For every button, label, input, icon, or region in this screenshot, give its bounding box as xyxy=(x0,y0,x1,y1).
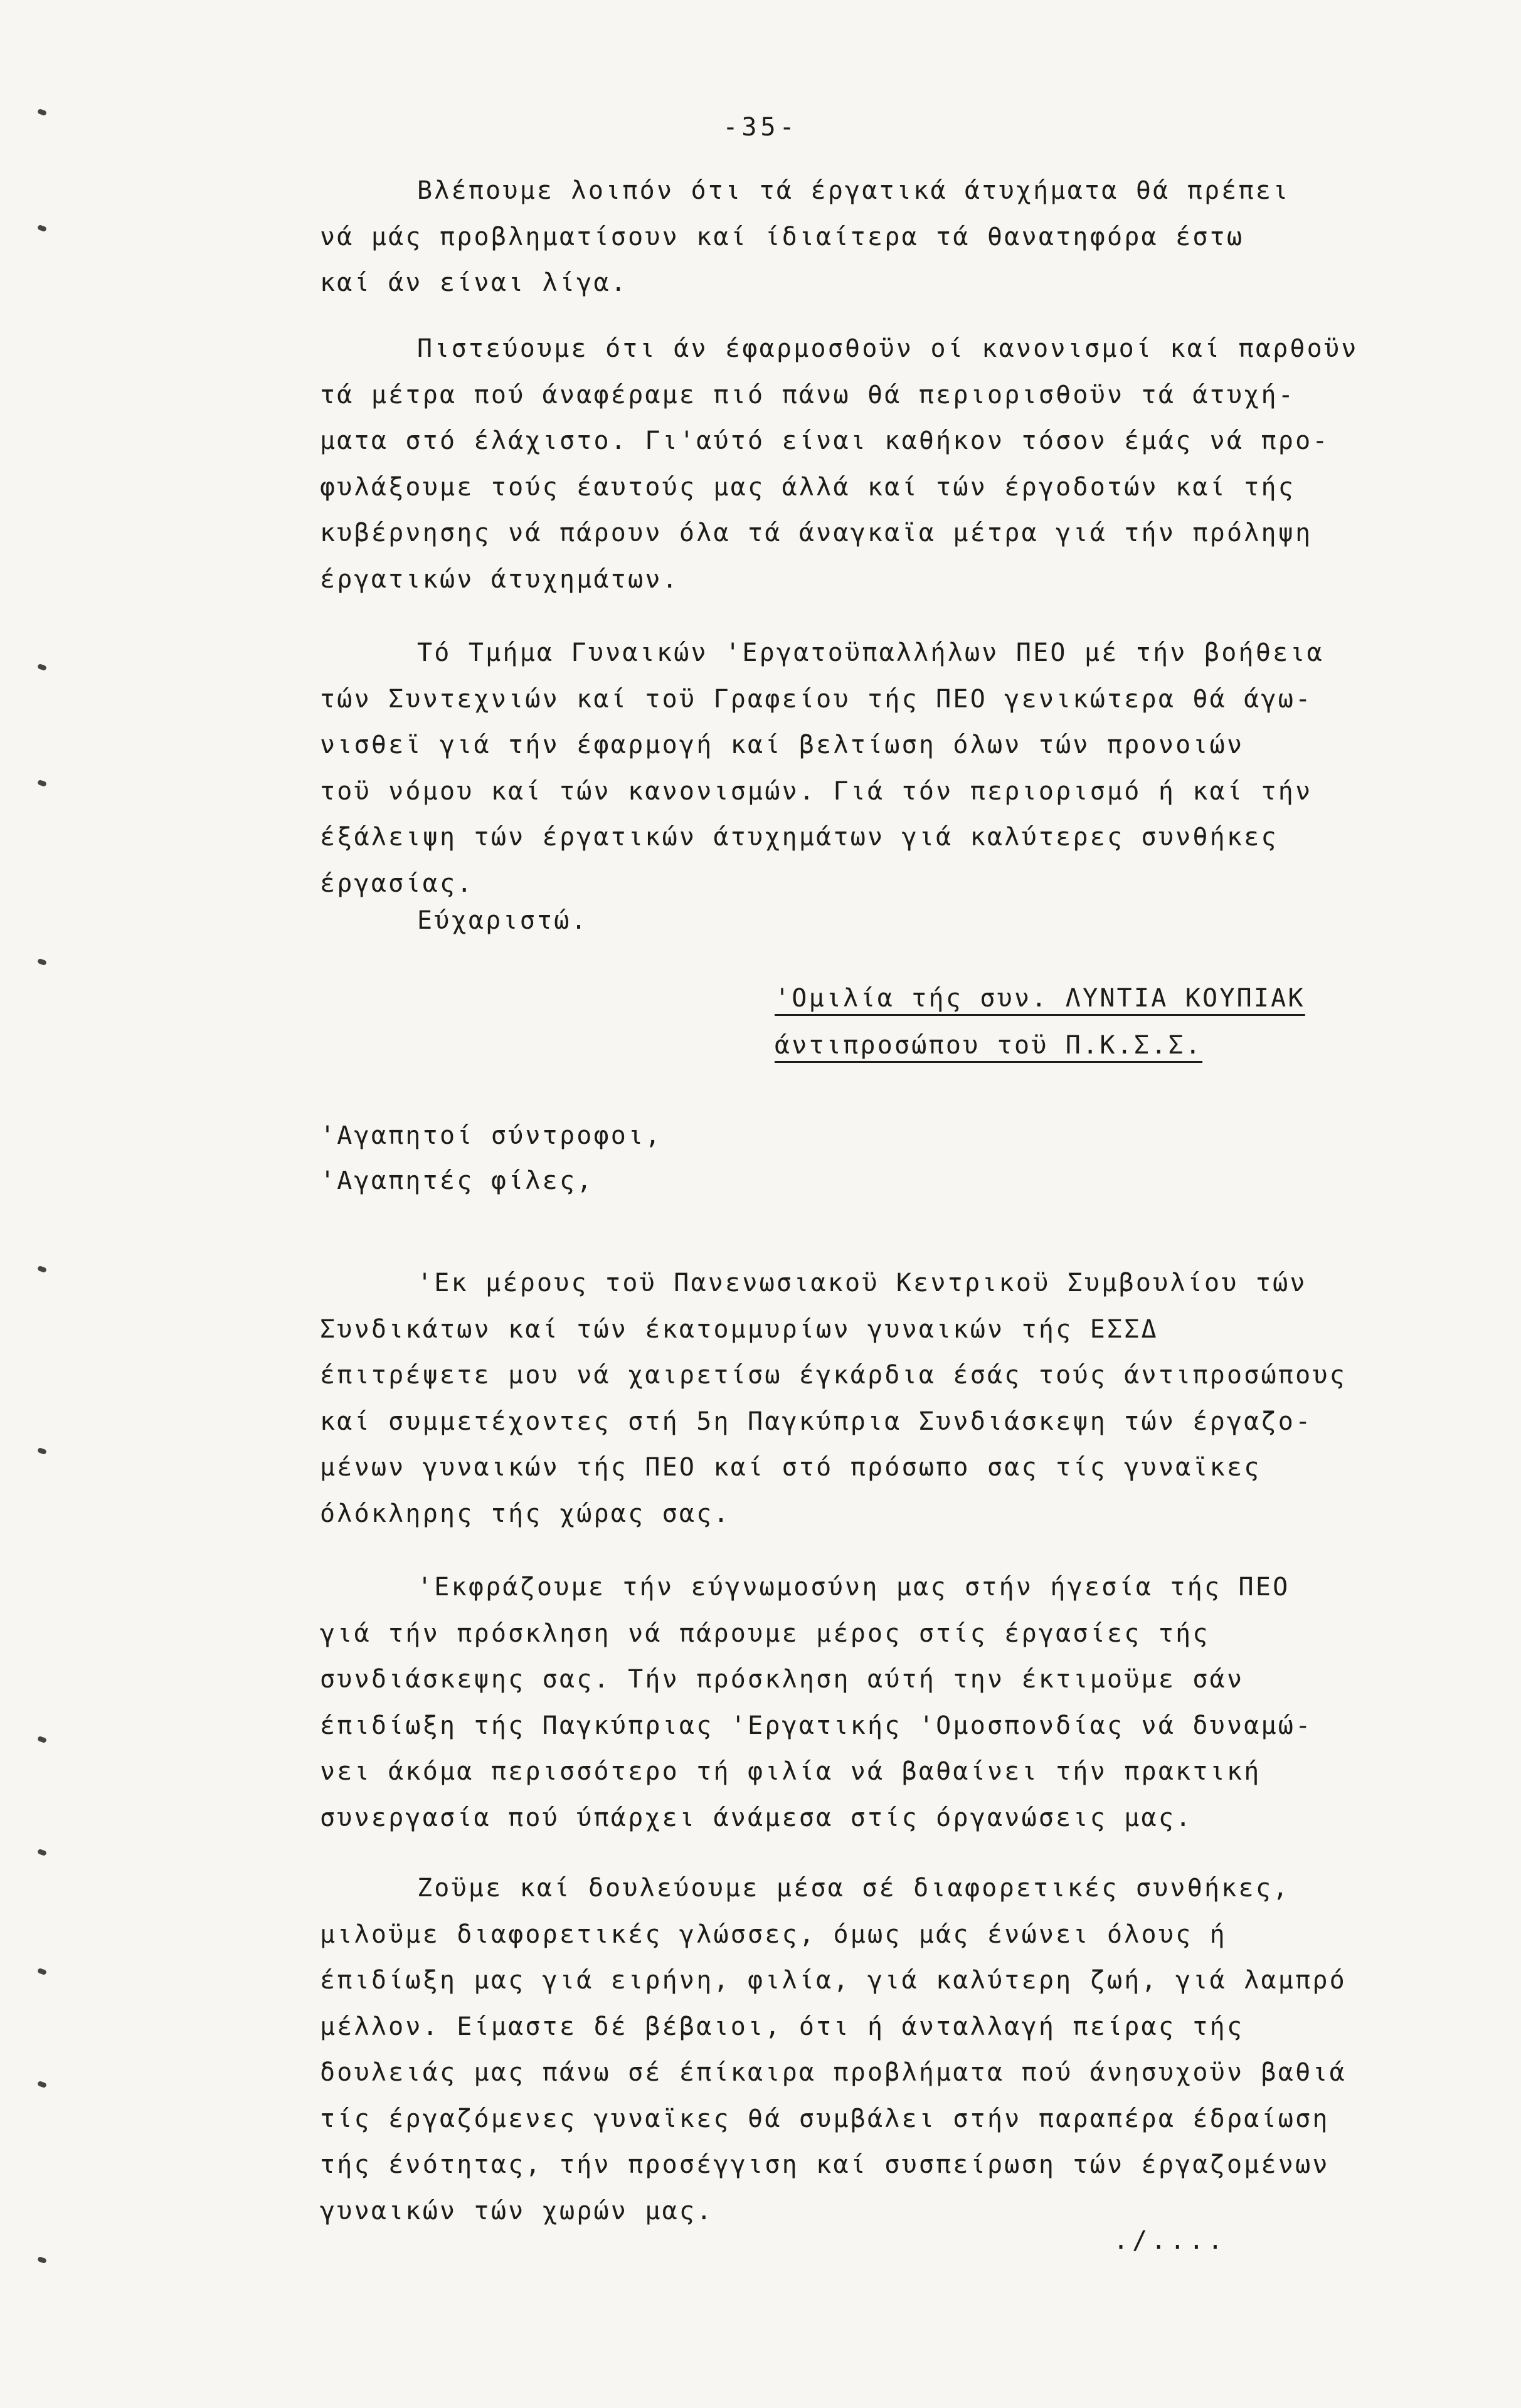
text-line: τίς έργαζόμενες γυναϊκες θά συμβάλει στήν παραπέρα έδραίωση xyxy=(320,2104,1330,2133)
margin-mark xyxy=(37,779,47,787)
speech-heading-line: άντιπροσώπου τοϋ Π.Κ.Σ.Σ. xyxy=(775,1031,1203,1060)
text-line: ματα στό έλάχιστο. Γι'αύτό είναι καθήκον τόσον έμάς νά προ- xyxy=(320,426,1330,455)
text-line: δουλειάς μας πάνω σέ έπίκαιρα προβλήματα πού άνησυχοϋν βαθιά xyxy=(320,2058,1347,2087)
text-line: 'Εκφράζουμε τήν εύγνωμοσύνη μας στήν ήγεσία τής ΠΕΟ xyxy=(417,1573,1290,1602)
text-line: έπιδίωξη μας γιά ειρήνη, φιλία, γιά καλύτερη ζωή, γιά λαμπρό xyxy=(320,1966,1347,1995)
text-line: μένων γυναικών τής ΠΕΟ καί στό πρόσωπο σας τίς γυναϊκες xyxy=(320,1453,1261,1482)
continuation-mark: ./.... xyxy=(1113,2226,1227,2255)
margin-mark xyxy=(37,1849,47,1856)
speech-heading-line: 'Ομιλία τής συν. ΛΥΝΤΙΑ ΚΟΥΠΙΑΚ xyxy=(775,984,1305,1013)
text-line: γιά τήν πρόσκληση νά πάρουμε μέρος στίς έργασίες τής xyxy=(320,1619,1210,1648)
greeting xyxy=(320,1113,662,1203)
text-line: Συνδικάτων καί τών έκατομμυρίων γυναικών τής ΕΣΣΔ xyxy=(320,1314,1158,1344)
margin-mark xyxy=(37,958,47,966)
text-line: Πιστεύουμε ότι άν έφαρμοσθοϋν οί κανονισμοί καί παρθοϋν xyxy=(417,334,1359,363)
greeting-line: 'Αγαπητές φίλες, xyxy=(320,1166,594,1195)
text-line: μιλοϋμε διαφορετικές γλώσσες, όμως μάς ένώνει όλους ή xyxy=(320,1920,1227,1949)
margin-mark xyxy=(37,1968,47,1975)
text-line: κυβέρνησης νά πάρουν όλα τά άναγκαϊα μέτρα γιά τήν πρόληψη xyxy=(320,519,1313,547)
paragraph xyxy=(320,1565,1468,1841)
text-line: καί άν είναι λίγα. xyxy=(320,268,628,297)
text-line: έργατικών άτυχημάτων. xyxy=(320,564,679,594)
paragraph xyxy=(320,1260,1468,1537)
text-line: νισθεϊ γιά τήν έφαρμογή καί βελτίωση όλων τών προνοιών xyxy=(320,731,1244,759)
text-line: τών Συντεχνιών καί τοϋ Γραφείου τής ΠΕΟ γενικώτερα θά άγω- xyxy=(320,684,1313,714)
text-line: φυλάξουμε τούς έαυτούς μας άλλά καί τών έργοδοτών καί τής xyxy=(320,472,1296,502)
text-line: έξάλειψη τών έργατικών άτυχημάτων γιά καλύτερες συνθήκες xyxy=(320,823,1278,852)
margin-mark xyxy=(37,224,47,232)
text-line: Βλέπουμε λοιπόν ότι τά έργατικά άτυχήματα θά πρέπει xyxy=(417,176,1290,205)
paragraph xyxy=(320,326,1468,603)
speech-heading xyxy=(775,975,1305,1069)
margin-mark xyxy=(37,663,47,671)
text-line: έργασίας. xyxy=(320,869,474,898)
paragraph xyxy=(320,1866,1468,2234)
text-line: συνδιάσκεψης σας. Τήν πρόσκληση αύτή την έκτιμοϋμε σάν xyxy=(320,1665,1244,1694)
text-line: γυναικών τών χωρών μας. xyxy=(320,2196,714,2226)
text-line: τοϋ νόμου καί τών κανονισμών. Γιά τόν περιορισμό ή καί τήν xyxy=(320,776,1313,806)
text-line: έπιδίωξη τής Παγκύπριας 'Εργατικής 'Ομοσπονδίας νά δυναμώ- xyxy=(320,1711,1313,1740)
text-line: νά μάς προβληματίσουν καί ίδιαίτερα τά θανατηφόρα έστω xyxy=(320,222,1244,251)
margin-mark xyxy=(37,1447,47,1455)
text-line: όλόκληρης τής χώρας σας. xyxy=(320,1499,731,1528)
text-line: συνεργασία πού ύπάρχει άνάμεσα στίς όργανώσεις μας. xyxy=(320,1803,1193,1832)
greeting-line: 'Αγαπητοί σύντροφοι, xyxy=(320,1121,662,1150)
text-line: καί συμμετέχοντες στή 5η Παγκύπρια Συνδιάσκεψη τών έργαζο- xyxy=(320,1407,1313,1436)
margin-mark xyxy=(37,2256,47,2264)
text-line: 'Εκ μέρους τοϋ Πανενωσιακοϋ Κεντρικοϋ Συμβουλίου τών xyxy=(417,1269,1307,1297)
text-line: έπιτρέψετε μου νά χαιρετίσω έγκάρδια έσάς τούς άντιπροσώπους xyxy=(320,1361,1347,1390)
closing-thanks: Εύχαριστώ. xyxy=(417,906,588,935)
text-line: Ζοϋμε καί δουλεύουμε μέσα σέ διαφορετικές συνθήκες, xyxy=(417,1874,1290,1903)
margin-mark xyxy=(37,2081,47,2088)
margin-mark xyxy=(37,1736,47,1743)
page-number: -35- xyxy=(723,113,798,142)
text-line: μέλλον. Είμαστε δέ βέβαιοι, ότι ή άνταλλαγή πείρας τής xyxy=(320,2012,1244,2041)
margin-mark xyxy=(37,1265,47,1273)
text-line: τής ένότητας, τήν προσέγγιση καί συσπείρωση τών έργαζομένων xyxy=(320,2150,1330,2179)
text-line: τά μέτρα πού άναφέραμε πιό πάνω θά περιορισθοϋν τά άτυχή- xyxy=(320,380,1296,409)
paragraph xyxy=(320,168,1468,307)
text-line: Τό Τμήμα Γυναικών 'Εργατοϋπαλλήλων ΠΕΟ μέ τήν βοήθεια xyxy=(417,638,1324,667)
text-line: νει άκόμα περισσότερο τή φιλία νά βαθαίνει τήν πρακτική xyxy=(320,1757,1261,1786)
paragraph xyxy=(320,630,1468,907)
